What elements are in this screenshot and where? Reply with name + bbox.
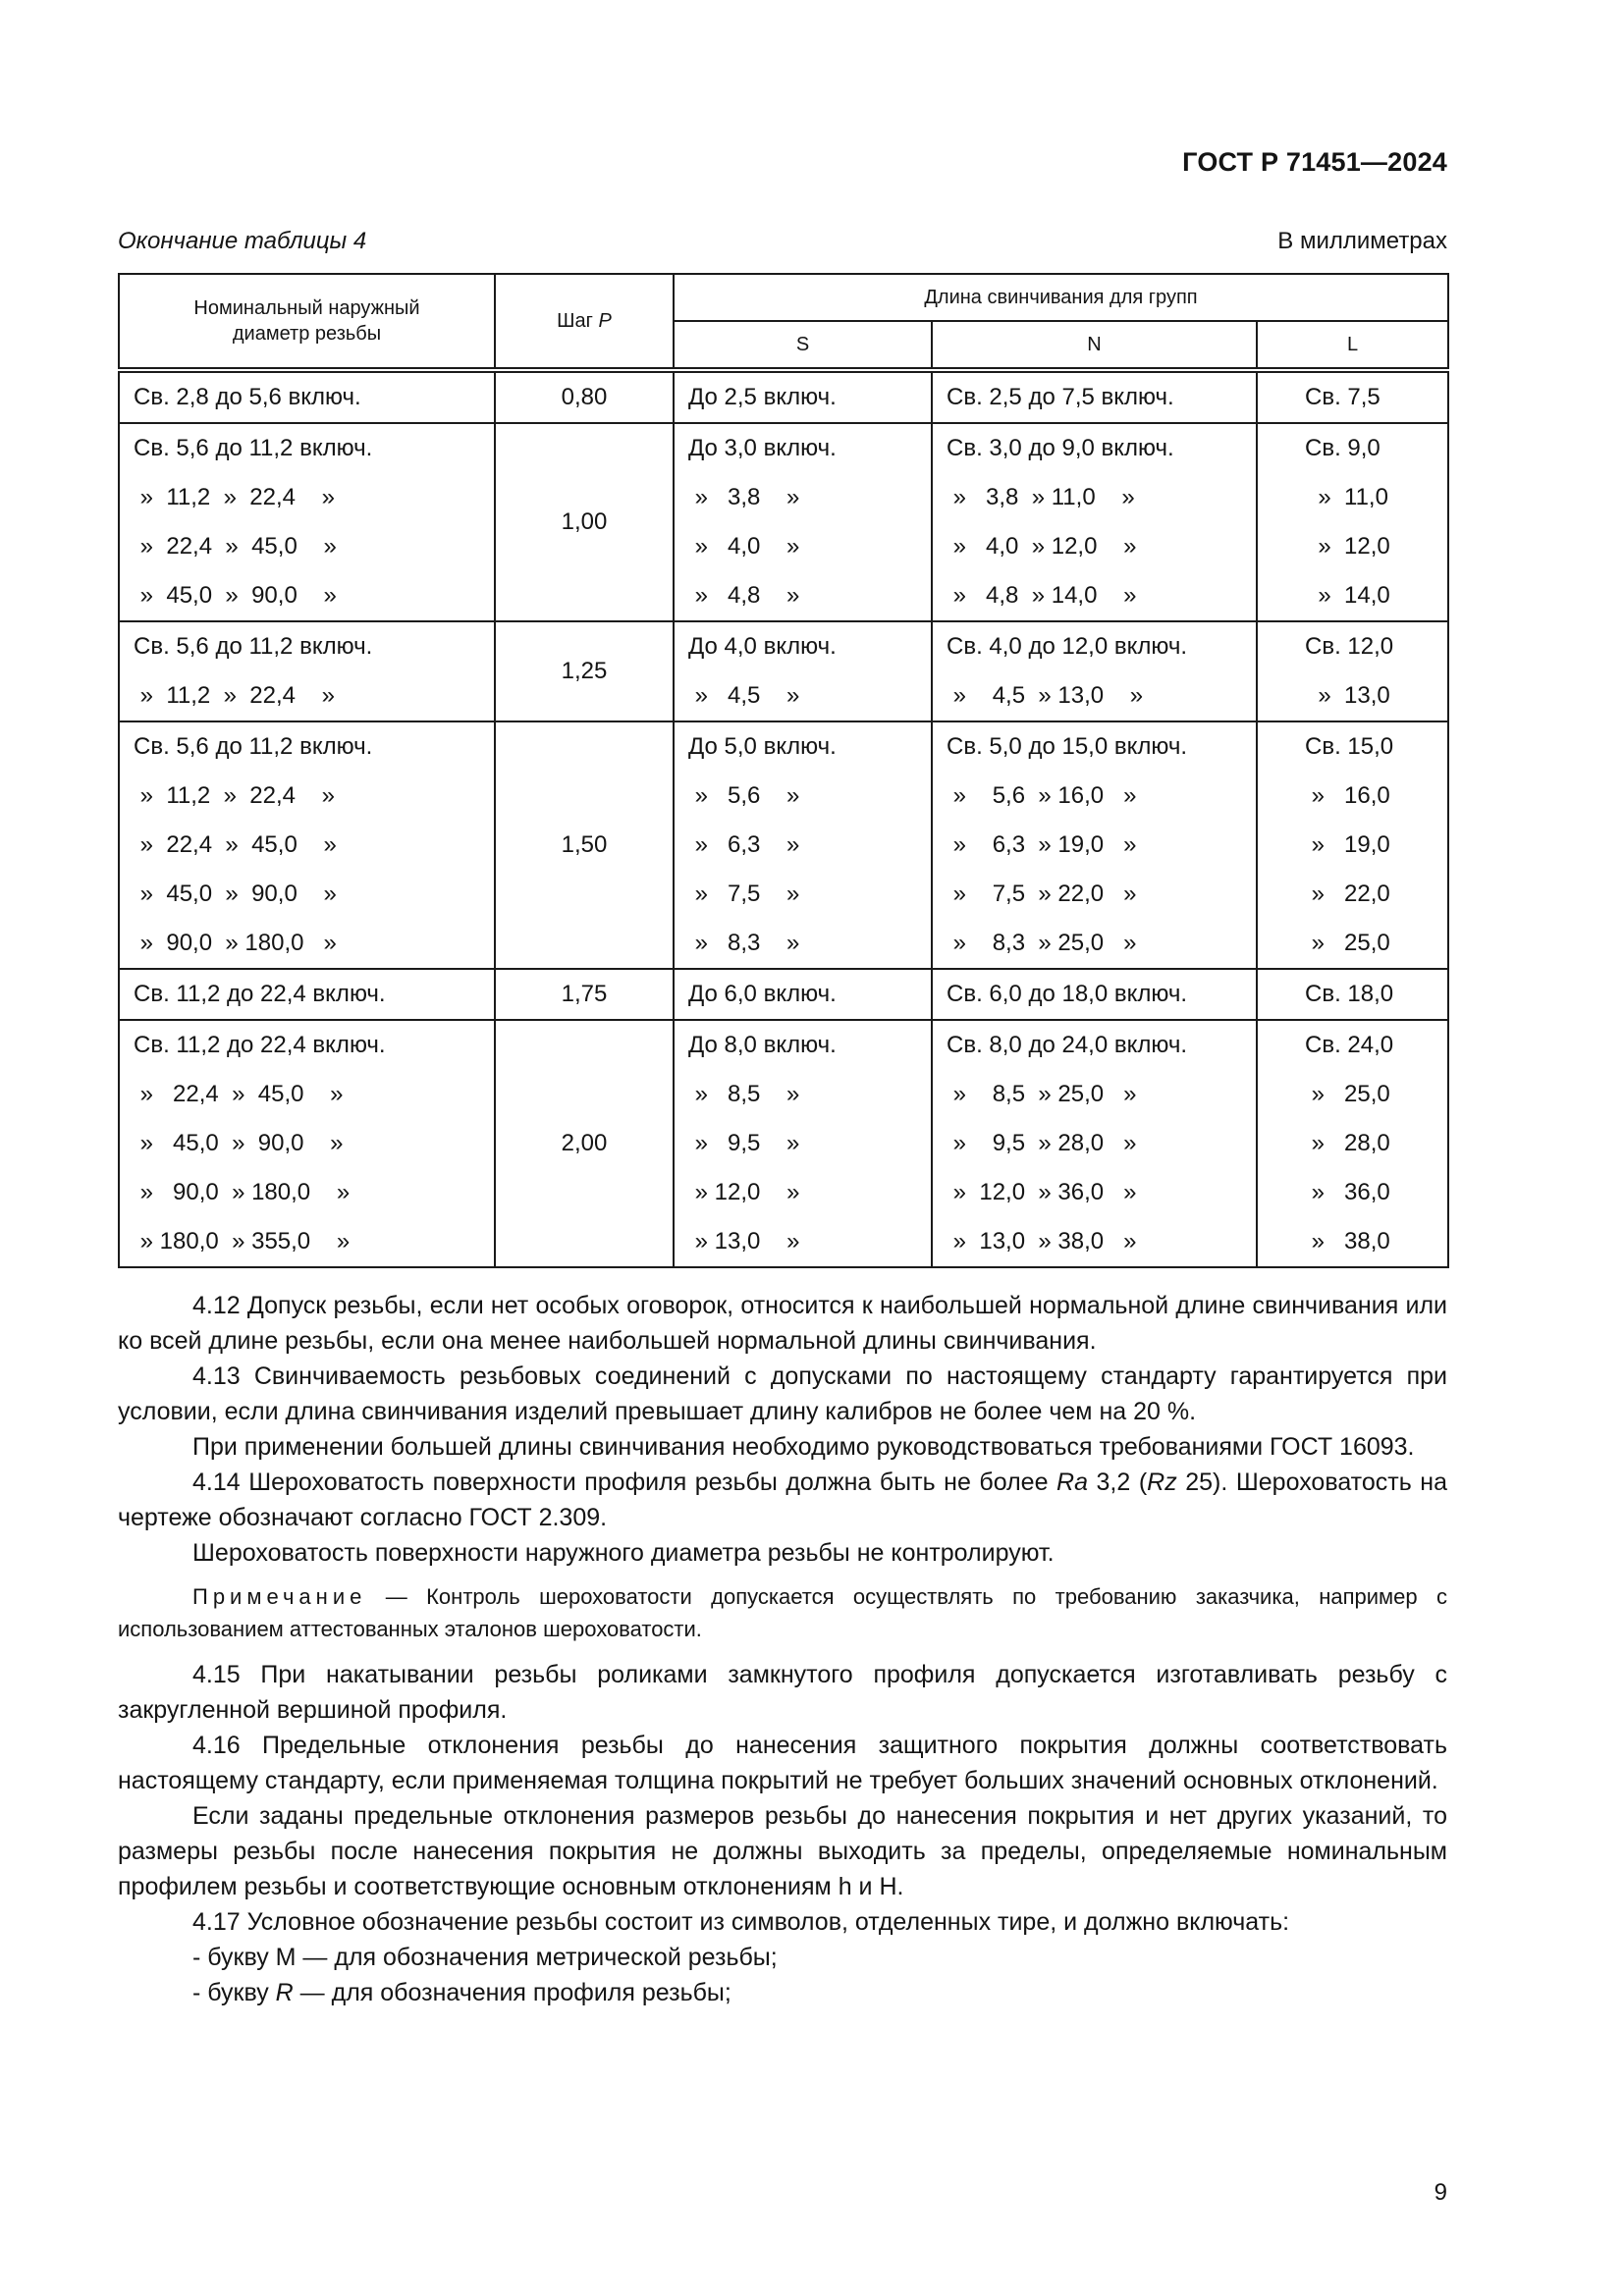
length-s-cell: [674, 969, 932, 1020]
length-s-cell-line: » 9,5 »: [688, 1130, 800, 1156]
length-l-cell-line: » 13,0: [1305, 682, 1390, 709]
length-l-cell-line: » 14,0: [1305, 582, 1390, 609]
diameter-cell-line: » 22,4 » 45,0 »: [134, 1081, 344, 1107]
length-s-cell-line: » 13,0 »: [688, 1228, 800, 1255]
length-s-cell-line: » 12,0 »: [688, 1179, 800, 1205]
length-l-cell-line: Св. 18,0: [1305, 981, 1394, 1007]
length-l-cell: [1257, 621, 1448, 721]
paragraph-4-13-continued: При применении большей длины свинчивания необходимо руководствоваться требованиями ГОСТ 16093.: [192, 1433, 1415, 1461]
header-s: S: [674, 321, 932, 370]
paragraph-4-12: 4.12 Допуск резьбы, если нет особых оговорок, относится к наибольшей нормальной длине свинчивания или ко всей длине резьбы, если она менее наибольшей нормальной длины свинчивания.: [118, 1292, 1447, 1355]
length-l-cell: [1257, 1020, 1448, 1267]
length-l-cell: [1257, 370, 1448, 423]
length-s-cell-line: До 8,0 включ.: [688, 1032, 837, 1058]
length-n-cell-line: » 4,8 » 14,0 »: [947, 582, 1137, 609]
paragraph-4-16-continued: Если заданы предельные отклонения размеров резьбы до нанесения покрытия и нет других указаний, то размеры резьбы после нанесения покрытия не должны выходить за пределы, определяемые номинальным профилем резьбы и соответствующие основным отклонениям h и H.: [118, 1802, 1447, 1900]
diameter-cell-line: » 11,2 » 22,4 »: [134, 484, 336, 510]
diameter-cell-line: » 90,0 » 180,0 »: [134, 1179, 351, 1205]
paragraph-4-15: 4.15 При накатывании резьбы роликами замкнутого профиля допускается изготавливать резьбу с закругленной вершиной профиля.: [118, 1661, 1447, 1724]
diameter-cell-line: » 11,2 » 22,4 »: [134, 782, 336, 809]
diameter-cell-line: » 22,4 » 45,0 »: [134, 533, 337, 560]
header-n: N: [932, 321, 1257, 370]
length-l-cell: [1257, 423, 1448, 621]
length-l-cell-line: Св. 12,0: [1305, 633, 1394, 660]
length-l-cell: [1257, 721, 1448, 969]
list-item-m: - букву М — для обозначения метрической резьбы;: [192, 1944, 778, 1971]
length-n-cell-line: Св. 5,0 до 15,0 включ.: [947, 733, 1188, 760]
length-l-cell-line: Св. 24,0: [1305, 1032, 1394, 1058]
diameter-cell: [119, 721, 495, 969]
diameter-cell: [119, 370, 495, 423]
diameter-cell: [119, 1020, 495, 1267]
page-number: 9: [1434, 2179, 1447, 2206]
length-n-cell: [932, 423, 1257, 621]
length-n-cell-line: » 5,6 » 16,0 »: [947, 782, 1137, 809]
length-n-cell: [932, 370, 1257, 423]
length-l-cell-line: » 12,0: [1305, 533, 1390, 560]
paragraph-4-16: 4.16 Предельные отклонения резьбы до нанесения защитного покрытия должны соответствовать настоящему стандарту, если применяемая толщина покрытий не требует больших значений основных отклонений.: [118, 1732, 1447, 1794]
diameter-cell-line: Св. 5,6 до 11,2 включ.: [134, 435, 373, 461]
diameter-cell-line: » 22,4 » 45,0 »: [134, 831, 337, 858]
diameter-cell-line: Св. 11,2 до 22,4 включ.: [134, 1032, 386, 1058]
diameter-cell-line: Св. 11,2 до 22,4 включ.: [134, 981, 386, 1007]
diameter-cell-line: Св. 5,6 до 11,2 включ.: [134, 633, 373, 660]
step-cell: 1,50: [495, 721, 674, 969]
length-l-cell-line: Св. 7,5: [1305, 384, 1380, 410]
length-l-cell-line: » 25,0: [1305, 930, 1390, 956]
diameter-cell-line: Св. 2,8 до 5,6 включ.: [134, 384, 361, 410]
length-s-cell-line: До 5,0 включ.: [688, 733, 837, 760]
table-row: [119, 423, 1448, 621]
length-n-cell-line: » 4,0 » 12,0 »: [947, 533, 1137, 560]
length-l-cell-line: » 22,0: [1305, 881, 1390, 907]
diameter-cell-line: » 45,0 » 90,0 »: [134, 582, 337, 609]
length-s-cell-line: » 4,0 »: [688, 533, 800, 560]
length-n-cell-line: » 3,8 » 11,0 »: [947, 484, 1135, 510]
header-diameter: Номинальный наружный диаметр резьбы: [119, 274, 495, 370]
diameter-cell: [119, 621, 495, 721]
length-n-cell-line: » 8,5 » 25,0 »: [947, 1081, 1137, 1107]
paragraph-4-13: 4.13 Свинчиваемость резьбовых соединений с допусками по настоящему стандарту гарантируется при условии, если длина свинчивания изделий превышает длину калибров не более чем на 20 %.: [118, 1362, 1447, 1425]
step-cell: 2,00: [495, 1020, 674, 1267]
length-n-cell-line: » 13,0 » 38,0 »: [947, 1228, 1137, 1255]
table-row: [119, 370, 1448, 423]
length-s-cell-line: До 4,0 включ.: [688, 633, 837, 660]
length-n-cell: [932, 1020, 1257, 1267]
document-code: ГОСТ Р 71451—2024: [1182, 147, 1447, 177]
length-n-cell-line: Св. 6,0 до 18,0 включ.: [947, 981, 1188, 1007]
units-caption: В миллиметрах: [1277, 228, 1447, 254]
paragraph-4-14: 4.14 Шероховатость поверхности профиля резьбы должна быть не более Ra 3,2 (Rz 25). Шероховатость на чертеже обозначают согласно ГОСТ 2.309.: [118, 1468, 1447, 1531]
diameter-cell-line: » 180,0 » 355,0 »: [134, 1228, 351, 1255]
length-s-cell-line: До 2,5 включ.: [688, 384, 837, 410]
note: Примечание — Контроль шероховатости допускается осуществлять по требованию заказчика, например с использованием аттестованных эталонов шероховатости.: [118, 1584, 1447, 1641]
length-l-cell-line: » 19,0: [1305, 831, 1390, 858]
diameter-cell: [119, 423, 495, 621]
length-s-cell: [674, 1020, 932, 1267]
length-n-cell-line: » 4,5 » 13,0 »: [947, 682, 1144, 709]
length-n-cell-line: Св. 8,0 до 24,0 включ.: [947, 1032, 1188, 1058]
length-s-cell-line: » 8,5 »: [688, 1081, 800, 1107]
length-s-cell-line: » 7,5 »: [688, 881, 800, 907]
length-n-cell-line: » 6,3 » 19,0 »: [947, 831, 1137, 858]
length-l-cell-line: » 16,0: [1305, 782, 1390, 809]
length-l-cell-line: Св. 15,0: [1305, 733, 1394, 760]
length-s-cell-line: » 4,8 »: [688, 582, 800, 609]
length-s-cell: [674, 721, 932, 969]
length-s-cell: [674, 370, 932, 423]
length-l-cell-line: » 36,0: [1305, 1179, 1390, 1205]
table-caption: Окончание таблицы 4: [118, 228, 367, 254]
length-l-cell-line: Св. 9,0: [1305, 435, 1380, 461]
length-l-cell-line: » 25,0: [1305, 1081, 1390, 1107]
diameter-cell-line: » 45,0 » 90,0 »: [134, 881, 337, 907]
length-n-cell-line: » 12,0 » 36,0 »: [947, 1179, 1137, 1205]
length-s-cell-line: » 5,6 »: [688, 782, 800, 809]
header-step: Шаг P: [495, 274, 674, 370]
table-row: [119, 969, 1448, 1020]
header-l: L: [1257, 321, 1448, 370]
diameter-cell-line: » 45,0 » 90,0 »: [134, 1130, 344, 1156]
length-s-cell-line: » 8,3 »: [688, 930, 800, 956]
step-cell: 1,25: [495, 621, 674, 721]
length-s-cell: [674, 621, 932, 721]
length-n-cell-line: » 7,5 » 22,0 »: [947, 881, 1137, 907]
body-text: [118, 1288, 1447, 2010]
step-cell: 0,80: [495, 370, 674, 423]
header-length-group: Длина свинчивания для групп: [674, 274, 1448, 321]
length-s-cell-line: До 6,0 включ.: [688, 981, 837, 1007]
length-n-cell-line: Св. 2,5 до 7,5 включ.: [947, 384, 1174, 410]
length-s-cell: [674, 423, 932, 621]
length-s-cell-line: » 4,5 »: [688, 682, 800, 709]
length-l-cell-line: » 28,0: [1305, 1130, 1390, 1156]
diameter-cell-line: » 90,0 » 180,0 »: [134, 930, 337, 956]
length-s-cell-line: До 3,0 включ.: [688, 435, 837, 461]
length-s-cell-line: » 3,8 »: [688, 484, 800, 510]
diameter-cell-line: » 11,2 » 22,4 »: [134, 682, 336, 709]
paragraph-4-17: 4.17 Условное обозначение резьбы состоит из символов, отделенных тире, и должно включать:: [192, 1908, 1290, 1936]
length-l-cell-line: » 38,0: [1305, 1228, 1390, 1255]
thread-length-table: [118, 273, 1449, 1268]
diameter-cell: [119, 969, 495, 1020]
length-n-cell: [932, 969, 1257, 1020]
paragraph-4-14-continued: Шероховатость поверхности наружного диаметра резьбы не контролируют.: [192, 1539, 1055, 1567]
length-n-cell: [932, 621, 1257, 721]
length-n-cell-line: » 8,3 » 25,0 »: [947, 930, 1137, 956]
step-cell: 1,00: [495, 423, 674, 621]
length-n-cell-line: Св. 3,0 до 9,0 включ.: [947, 435, 1174, 461]
length-l-cell: [1257, 969, 1448, 1020]
table-row: [119, 1020, 1448, 1267]
diameter-cell-line: Св. 5,6 до 11,2 включ.: [134, 733, 373, 760]
length-n-cell-line: » 9,5 » 28,0 »: [947, 1130, 1137, 1156]
length-n-cell: [932, 721, 1257, 969]
list-item-r: - букву R — для обозначения профиля резьбы;: [192, 1979, 731, 2006]
length-n-cell-line: Св. 4,0 до 12,0 включ.: [947, 633, 1188, 660]
length-l-cell-line: » 11,0: [1305, 484, 1388, 510]
length-s-cell-line: » 6,3 »: [688, 831, 800, 858]
table-row: [119, 621, 1448, 721]
step-cell: 1,75: [495, 969, 674, 1020]
table-row: [119, 721, 1448, 969]
